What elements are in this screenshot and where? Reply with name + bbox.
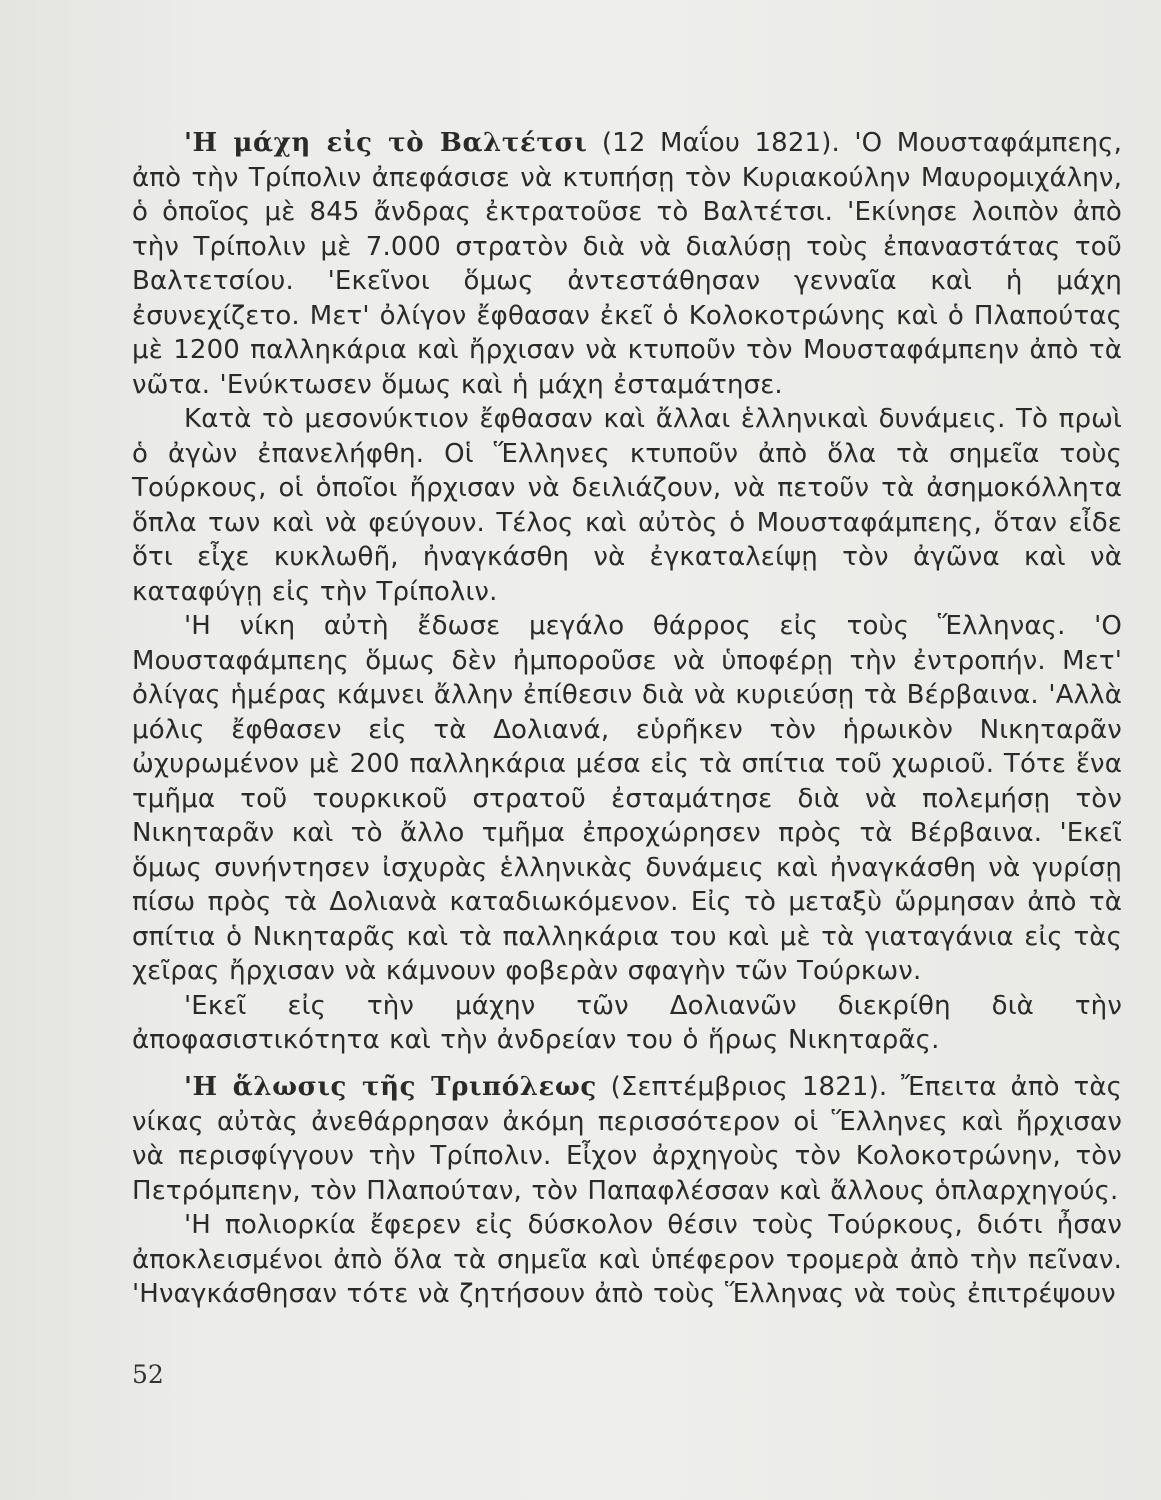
paragraph-text: (12 Μαΐου 1821). 'Ο Μουσταφάμπεης, ἀπὸ τὴν Τρίπολιν ἀπεφάσισε νὰ κτυπήσῃ τὸν Κυριακούλην Μαυρομιχάλην, ὁ ὁποῖος μὲ 845 ἄνδρας ἐκτρατοῦσε τὸ Βαλτέτσι. 'Εκίνησε λοιπὸν ἀπὸ τὴν Τρίπολιν μὲ 7.000 στρατὸν διὰ νὰ διαλύσῃ τοὺς ἐπαναστάτας τοῦ Βαλτετσίου. 'Εκεῖνοι ὅμως ἀντεστάθησαν γενναῖα καὶ ἡ μάχη ἐσυνεχίζετο. Μετ' ὀλίγον ἔφθασαν ἐκεῖ ὁ Κολοκοτρώνης καὶ ὁ Πλαπούτας μὲ 1200 παλληκάρια καὶ ἤρχισαν νὰ κτυποῦν τὸν Μουσταφάμπεην ἀπὸ τὰ νῶτα. 'Ενύκτωσεν ὅμως καὶ ἡ μάχη ἐσταμάτησε. <box>132 128 1123 400</box>
paragraph-text: (Σεπτέμβριος 1821). Ἔπειτα ἀπὸ τὰς νίκας αὐτὰς ἀνεθάρρησαν ἀκόμη περισσότερον οἱ Ἕλληνες καὶ ἤρχισαν νὰ περισφίγγουν τὴν Τρίπολιν. Εἶχον ἀρχηγοὺς τὸν Κολοκοτρώνην, τὸν Πετρόμπεην, τὸν Πλαπούταν, τὸν Παπαφλέσσαν καὶ ἄλλους ὁπλαρχηγούς. <box>132 1072 1123 1206</box>
section-heading: 'Η μάχη εἰς τὸ Βαλτέτσι <box>184 128 588 158</box>
paragraph: 'Η νίκη αὐτὴ ἔδωσε μεγάλο θάρρος εἰς τοὺς Ἕλληνας. 'Ο Μουσταφάμπεης ὅμως δὲν ἠμποροῦσε νὰ ὑποφέρῃ τὴν ἐντροπήν. Μετ' ὀλίγας ἡμέρας κάμνει ἄλλην ἐπίθεσιν διὰ νὰ κυριεύσῃ τὰ Βέρβαινα. 'Αλλὰ μόλις ἔφθασεν εἰς τὰ Δολιανά, εὑρῆκεν τὸν ἡρωικὸν Νικηταρᾶν ὠχυρωμένον μὲ 200 παλληκάρια μέσα εἰς τὰ σπίτια τοῦ χωριοῦ. Τότε ἕνα τμῆμα τοῦ τουρκικοῦ στρατοῦ ἐσταμάτησε διὰ νὰ πολεμήσῃ τὸν Νικηταρᾶν καὶ τὸ ἄλλο τμῆμα ἐπροχώρησεν πρὸς τὰ Βέρβαινα. 'Εκεῖ ὅμως συνήντησεν ἰσχυρὰς ἑλληνικὰς δυνάμεις καὶ ἠναγκάσθη νὰ γυρίσῃ πίσω πρὸς τὰ Δολιανὰ καταδιωκόμενον. Εἰς τὸ μεταξὺ ὥρμησαν ἀπὸ τὰ σπίτια ὁ Νικηταρᾶς καὶ τὰ παλληκάρια του καὶ μὲ τὰ γιαταγάνια εἰς τὰς χεῖρας ἤρχισαν νὰ κάμνουν φοβερὰν σφαγὴν τῶν Τούρκων. <box>132 611 1122 986</box>
section-heading: 'Η ἅλωσις τῆς Τριπόλεως <box>184 1072 597 1102</box>
paragraph <box>132 126 1122 402</box>
page-number: 52 <box>132 1360 164 1389</box>
section-capture-tripolitsa <box>132 1070 1122 1312</box>
paragraph <box>132 1070 1122 1208</box>
paragraph: 'Η πολιορκία ἔφερεν εἰς δύσκολον θέσιν τοὺς Τούρκους, διότι ἦσαν ἀποκλεισμένοι ἀπὸ ὅλα τὰ σημεῖα καὶ ὑπέφερον τρομερὰ ἀπὸ τὴν πεῖναν. 'Ηναγκάσθησαν τότε νὰ ζητήσουν ἀπὸ τοὺς Ἕλληνας νὰ τοὺς ἐπιτρέψουν <box>132 1210 1122 1309</box>
paragraph: 'Εκεῖ εἰς τὴν μάχην τῶν Δολιανῶν διεκρίθη διὰ τὴν ἀποφασιστικότητα καὶ τὴν ἀνδρείαν του ὁ ἥρως Νικηταρᾶς. <box>132 990 1122 1055</box>
paragraph: Κατὰ τὸ μεσονύκτιον ἔφθασαν καὶ ἄλλαι ἑλληνικαὶ δυνάμεις. Τὸ πρωὶ ὁ ἀγὼν ἐπανελήφθη. Οἱ Ἕλληνες κτυποῦν ἀπὸ ὅλα τὰ σημεῖα τοὺς Τούρκους, οἱ ὁποῖοι ἤρχισαν νὰ δειλιάζουν, νὰ πετοῦν τὰ ἀσημοκόλλητα ὅπλα των καὶ νὰ φεύγουν. Τέλος καὶ αὐτὸς ὁ Μουσταφάμπεης, ὅταν εἶδε ὅτι εἶχε κυκλωθῆ, ἠναγκάσθη νὰ ἐγκαταλείψῃ τὸν ἀγῶνα καὶ νὰ καταφύγῃ εἰς τὴν Τρίπολιν. <box>132 404 1122 607</box>
section-battle-valtetsi <box>132 126 1122 1058</box>
